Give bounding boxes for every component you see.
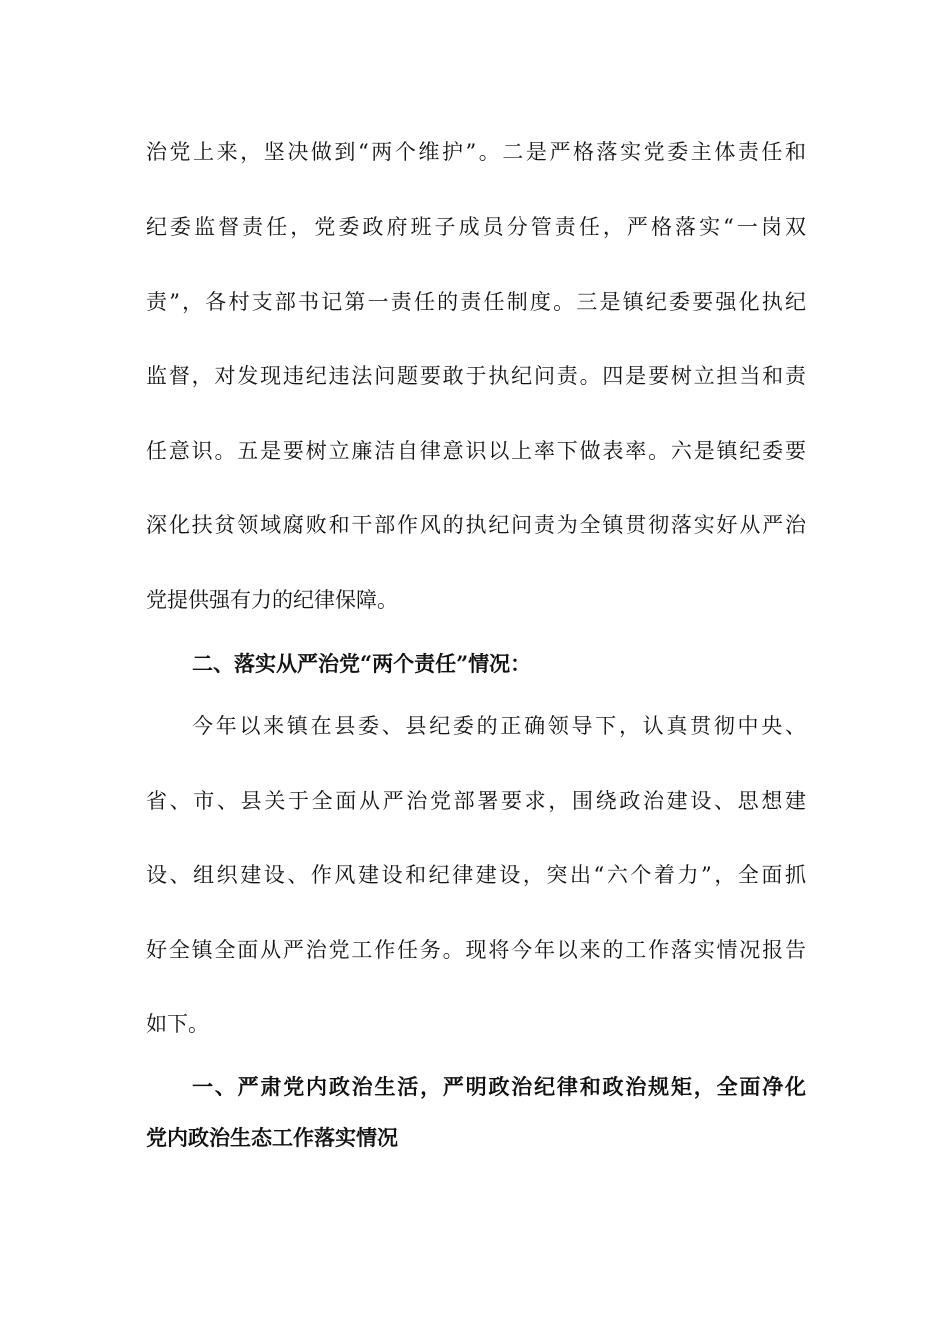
paragraph-line: 责”，各村支部书记第一责任的责任制度。三是镇纪委要强化执纪	[146, 290, 806, 314]
section-heading: 党内政治生态工作落实情况	[146, 1125, 398, 1150]
paragraph-line: 好全镇全面从严治党工作任务。现将今年以来的工作落实情况报告	[146, 938, 806, 962]
paragraph-line: 治党上来，坚决做到“两个维护”。二是严格落实党委主体责任和	[146, 140, 806, 164]
paragraph-line: 今年以来镇在县委、县纪委的正确领导下，认真贯彻中央、	[192, 714, 806, 738]
paragraph-line: 监督，对发现违纪违法问题要敢于执纪问责。四是要树立担当和责	[146, 364, 806, 388]
section-heading: 一、严肃党内政治生活，严明政治纪律和政治规矩，全面净化	[192, 1074, 806, 1099]
paragraph-line: 党提供强有力的纪律保障。	[146, 588, 398, 612]
paragraph-line: 任意识。五是要树立廉洁自律意识以上率下做表率。六是镇纪委要	[146, 439, 806, 463]
paragraph-line: 深化扶贫领域腐败和干部作风的执纪问责为全镇贯彻落实好从严治	[146, 513, 806, 537]
paragraph-line: 如下。	[146, 1012, 209, 1036]
section-heading: 二、落实从严治党“两个责任”情况：	[192, 651, 532, 676]
paragraph-line: 省、市、县关于全面从严治党部署要求，围绕政治建设、思想建	[146, 789, 806, 813]
paragraph-line: 设、组织建设、作风建设和纪律建设，突出“六个着力”，全面抓	[146, 863, 806, 887]
paragraph-line: 纪委监督责任，党委政府班子成员分管责任，严格落实“一岗双	[146, 215, 806, 239]
